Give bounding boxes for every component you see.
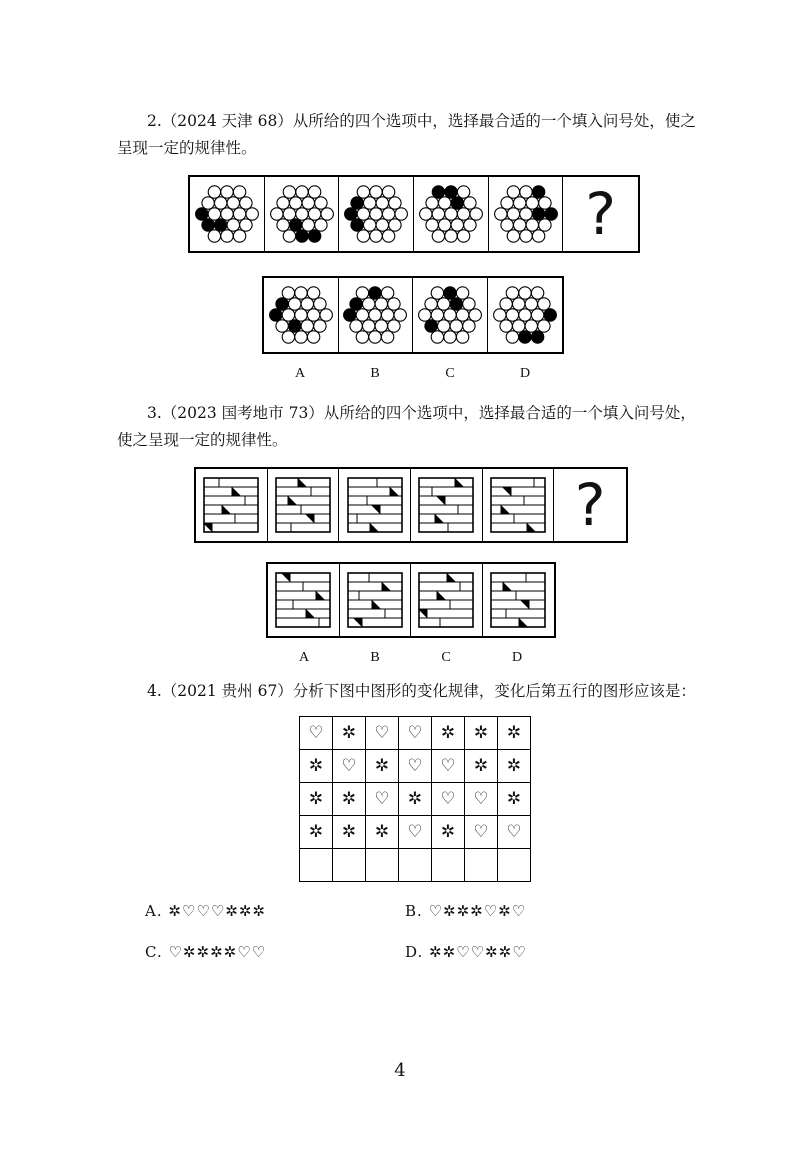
cluster-circle: [388, 298, 400, 310]
cluster-circle: [351, 219, 363, 231]
sun-icon: ✲: [498, 783, 531, 816]
cluster-circle: [295, 287, 307, 299]
cluster-circle: [208, 230, 220, 242]
cluster-circle: [344, 309, 356, 321]
cluster-circle: [276, 298, 288, 310]
cluster-circle: [375, 298, 387, 310]
sun-icon: ✲: [465, 750, 498, 783]
grid-row: [300, 717, 531, 750]
cluster-circle: [507, 208, 519, 220]
cluster-circle: [321, 208, 333, 220]
q2-options-strip: [262, 276, 564, 354]
cluster-circle: [532, 208, 544, 220]
heart-icon: ♡: [399, 816, 432, 849]
cluster-circle: [370, 208, 382, 220]
cluster-circle: [506, 287, 518, 299]
cluster-circle: [202, 197, 214, 209]
cluster-circle: [350, 298, 362, 310]
sun-icon: ✲: [498, 750, 531, 783]
grid-empty-cell: [399, 849, 432, 882]
cluster-circle: [356, 287, 368, 299]
cluster-circle: [431, 331, 443, 343]
q3-question-cell: [554, 469, 626, 541]
cluster-circle: [370, 230, 382, 242]
q3-line2: 使之呈现一定的规律性。: [117, 431, 288, 449]
page-number: 4: [394, 1060, 406, 1081]
cluster-circle: [313, 320, 325, 332]
sun-icon: ✲: [333, 717, 366, 750]
cluster-circle: [388, 320, 400, 332]
cluster-circle: [276, 320, 288, 332]
q3-label-b: B: [370, 650, 380, 665]
cluster-circle: [221, 208, 233, 220]
cluster-circle: [302, 197, 314, 209]
cluster-circle: [519, 309, 531, 321]
cluster-circle: [308, 208, 320, 220]
grid-row: [300, 750, 531, 783]
sun-icon: ✲: [432, 816, 465, 849]
cluster-circle: [389, 219, 401, 231]
cluster-circle: [363, 298, 375, 310]
cluster-circle: [301, 298, 313, 310]
q3-option-cell[interactable]: [483, 564, 555, 636]
q4-option-b[interactable]: B. ♡✲✲✲♡✲♡: [405, 902, 527, 920]
cluster-circle: [519, 208, 531, 220]
heart-icon: ♡: [300, 717, 333, 750]
cluster-circle: [531, 331, 543, 343]
q3-options-strip: [266, 562, 556, 638]
sun-icon: ✲: [333, 783, 366, 816]
cluster-circle: [233, 230, 245, 242]
cluster-circle: [270, 208, 282, 220]
cluster-circle: [369, 309, 381, 321]
q2-label-a: A: [294, 366, 306, 381]
grid-row: [300, 816, 531, 849]
q2-option-cell[interactable]: [339, 278, 414, 352]
cluster-circle: [208, 208, 220, 220]
cluster-circle: [456, 309, 468, 321]
cluster-circle: [512, 298, 524, 310]
cluster-circle: [544, 309, 556, 321]
cluster-circle: [295, 208, 307, 220]
q2-figure-cell: [339, 177, 414, 251]
cluster-circle: [507, 186, 519, 198]
cluster-circle: [283, 230, 295, 242]
cluster-circle: [364, 219, 376, 231]
q3-text: [117, 400, 717, 454]
cluster-circle: [457, 208, 469, 220]
grid-empty-cell: [300, 849, 333, 882]
cluster-circle: [506, 331, 518, 343]
heart-icon: ♡: [333, 750, 366, 783]
cluster-circle: [444, 287, 456, 299]
q3-option-cell[interactable]: [340, 564, 412, 636]
cluster-circle: [357, 208, 369, 220]
sun-icon: ✲: [300, 783, 333, 816]
cluster-circle: [432, 230, 444, 242]
cluster-circle: [437, 298, 449, 310]
q2-figure-cell: [190, 177, 265, 251]
q2-question-strip: [188, 175, 640, 253]
cluster-circle: [438, 197, 450, 209]
cluster-circle: [537, 298, 549, 310]
cluster-circle: [531, 309, 543, 321]
cluster-circle: [276, 197, 288, 209]
cluster-circle: [246, 208, 258, 220]
q3-figure-cell: [339, 469, 411, 541]
grid-empty-cell: [366, 849, 399, 882]
cluster-circle: [370, 186, 382, 198]
cluster-circle: [526, 219, 538, 231]
cluster-circle: [531, 287, 543, 299]
cluster-circle: [282, 309, 294, 321]
cluster-circle: [432, 208, 444, 220]
cluster-circle: [307, 331, 319, 343]
grid-row: [300, 849, 531, 882]
cluster-circle: [438, 219, 450, 231]
cluster-circle: [320, 309, 332, 321]
cluster-circle: [462, 298, 474, 310]
cluster-circle: [451, 219, 463, 231]
grid-row: [300, 783, 531, 816]
cluster-circle: [538, 197, 550, 209]
heart-icon: ♡: [366, 783, 399, 816]
question-mark: ?: [585, 180, 617, 248]
cluster-circle: [464, 197, 476, 209]
cluster-circle: [269, 309, 281, 321]
cluster-circle: [456, 287, 468, 299]
cluster-circle: [445, 230, 457, 242]
cluster-circle: [376, 219, 388, 231]
cluster-circle: [240, 219, 252, 231]
cluster-circle: [432, 186, 444, 198]
cluster-circle: [445, 186, 457, 198]
cluster-circle: [356, 309, 368, 321]
cluster-circle: [450, 320, 462, 332]
q2-label-b: B: [370, 366, 380, 381]
cluster-circle: [195, 208, 207, 220]
cluster-circle: [431, 309, 443, 321]
cluster-circle: [519, 186, 531, 198]
cluster-circle: [301, 320, 313, 332]
cluster-circle: [233, 186, 245, 198]
cluster-circle: [363, 320, 375, 332]
cluster-circle: [426, 219, 438, 231]
cluster-circle: [233, 208, 245, 220]
cluster-circle: [462, 320, 474, 332]
cluster-circle: [450, 298, 462, 310]
heart-icon: ♡: [399, 717, 432, 750]
cluster-circle: [382, 287, 394, 299]
q3-figure-cell: [268, 469, 340, 541]
cluster-circle: [214, 197, 226, 209]
sun-icon: ✲: [366, 750, 399, 783]
grid-empty-cell: [465, 849, 498, 882]
heart-icon: ♡: [432, 750, 465, 783]
q3-label-a: A: [298, 650, 310, 665]
cluster-circle: [308, 186, 320, 198]
cluster-circle: [418, 309, 430, 321]
cluster-circle: [382, 309, 394, 321]
heart-icon: ♡: [465, 783, 498, 816]
cluster-circle: [375, 320, 387, 332]
q4-symbol-grid: [299, 716, 531, 882]
cluster-circle: [506, 309, 518, 321]
cluster-circle: [295, 186, 307, 198]
q2-line2: 呈现一定的规律性。: [117, 139, 257, 157]
q3-option-cell[interactable]: [411, 564, 483, 636]
cluster-circle: [507, 230, 519, 242]
q3-figure-cell: [483, 469, 555, 541]
q2-question-cell: [563, 177, 638, 251]
heart-icon: ♡: [498, 816, 531, 849]
sun-icon: ✲: [300, 816, 333, 849]
q2-figure-cell: [489, 177, 564, 251]
cluster-circle: [470, 208, 482, 220]
heart-icon: ♡: [432, 783, 465, 816]
q3-option-cell[interactable]: [268, 564, 340, 636]
cluster-circle: [512, 320, 524, 332]
q2-option-cell[interactable]: [413, 278, 488, 352]
cluster-circle: [282, 331, 294, 343]
grid-empty-cell: [333, 849, 366, 882]
cluster-circle: [519, 331, 531, 343]
cluster-circle: [283, 208, 295, 220]
cluster-circle: [307, 287, 319, 299]
cluster-circle: [444, 309, 456, 321]
cluster-circle: [283, 186, 295, 198]
heart-icon: ♡: [366, 717, 399, 750]
cluster-circle: [437, 320, 449, 332]
cluster-circle: [369, 287, 381, 299]
cluster-circle: [451, 197, 463, 209]
cluster-circle: [314, 197, 326, 209]
cluster-circle: [532, 230, 544, 242]
cluster-circle: [289, 197, 301, 209]
cluster-circle: [425, 320, 437, 332]
cluster-circle: [493, 309, 505, 321]
q3-figure-cell: [196, 469, 268, 541]
cluster-circle: [494, 208, 506, 220]
cluster-circle: [532, 186, 544, 198]
cluster-circle: [383, 186, 395, 198]
cluster-circle: [456, 331, 468, 343]
cluster-circle: [240, 197, 252, 209]
cluster-circle: [289, 219, 301, 231]
cluster-circle: [525, 320, 537, 332]
sun-icon: ✲: [399, 783, 432, 816]
cluster-circle: [307, 309, 319, 321]
cluster-circle: [426, 197, 438, 209]
cluster-circle: [457, 230, 469, 242]
cluster-circle: [282, 287, 294, 299]
q4-line1: 4.（2021 贵州 67）分析下图中图形的变化规律，变化后第五行的图形应该是：: [147, 682, 696, 700]
q2-label-d: D: [519, 366, 531, 381]
sun-icon: ✲: [465, 717, 498, 750]
sun-icon: ✲: [300, 750, 333, 783]
cluster-circle: [276, 219, 288, 231]
cluster-circle: [513, 219, 525, 231]
cluster-circle: [288, 298, 300, 310]
cluster-circle: [500, 320, 512, 332]
q3-label-d: D: [511, 650, 523, 665]
cluster-circle: [302, 219, 314, 231]
cluster-circle: [431, 287, 443, 299]
grid-empty-cell: [432, 849, 465, 882]
q3-question-strip: [194, 467, 628, 543]
cluster-circle: [314, 219, 326, 231]
cluster-circle: [525, 298, 537, 310]
cluster-circle: [457, 186, 469, 198]
cluster-circle: [500, 219, 512, 231]
cluster-circle: [445, 208, 457, 220]
cluster-circle: [295, 230, 307, 242]
q3-figure-cell: [411, 469, 483, 541]
cluster-circle: [295, 331, 307, 343]
cluster-circle: [350, 320, 362, 332]
cluster-circle: [538, 219, 550, 231]
q4-text: [117, 678, 717, 705]
cluster-circle: [351, 197, 363, 209]
question-mark: ?: [574, 471, 606, 539]
cluster-circle: [214, 219, 226, 231]
cluster-circle: [313, 298, 325, 310]
cluster-circle: [376, 197, 388, 209]
sun-icon: ✲: [333, 816, 366, 849]
cluster-circle: [464, 219, 476, 231]
cluster-circle: [519, 287, 531, 299]
cluster-circle: [345, 208, 357, 220]
cluster-circle: [526, 197, 538, 209]
q4-option-a[interactable]: A. ✲♡♡♡✲✲✲: [145, 902, 266, 920]
q3-label-c: C: [441, 650, 451, 665]
q4-option-c[interactable]: C. ♡✲✲✲✲♡♡: [145, 943, 267, 961]
cluster-circle: [382, 331, 394, 343]
sun-icon: ✲: [432, 717, 465, 750]
heart-icon: ♡: [399, 750, 432, 783]
q4-option-d[interactable]: D. ✲✲♡♡✲✲♡: [405, 943, 527, 961]
cluster-circle: [356, 331, 368, 343]
cluster-circle: [308, 230, 320, 242]
cluster-circle: [288, 320, 300, 332]
heart-icon: ♡: [465, 816, 498, 849]
cluster-circle: [500, 298, 512, 310]
cluster-circle: [364, 197, 376, 209]
cluster-circle: [395, 208, 407, 220]
sun-icon: ✲: [366, 816, 399, 849]
cluster-circle: [357, 186, 369, 198]
cluster-circle: [537, 320, 549, 332]
cluster-circle: [221, 230, 233, 242]
cluster-circle: [208, 186, 220, 198]
q2-line1: 2.（2024 天津 68）从所给的四个选项中，选择最合适的一个填入问号处，使之: [147, 112, 696, 130]
q2-figure-cell: [414, 177, 489, 251]
cluster-circle: [221, 186, 233, 198]
q3-line1: 3.（2023 国考地市 73）从所给的四个选项中，选择最合适的一个填入问号处，: [147, 404, 696, 422]
grid-empty-cell: [498, 849, 531, 882]
q2-option-cell[interactable]: [488, 278, 563, 352]
cluster-circle: [202, 219, 214, 231]
q2-text: [117, 108, 717, 162]
cluster-circle: [513, 197, 525, 209]
cluster-circle: [419, 208, 431, 220]
cluster-circle: [295, 309, 307, 321]
cluster-circle: [357, 230, 369, 242]
cluster-circle: [389, 197, 401, 209]
q2-label-c: C: [445, 366, 455, 381]
cluster-circle: [227, 197, 239, 209]
cluster-circle: [425, 298, 437, 310]
cluster-circle: [369, 331, 381, 343]
cluster-circle: [383, 208, 395, 220]
q2-option-cell[interactable]: [264, 278, 339, 352]
cluster-circle: [394, 309, 406, 321]
cluster-circle: [469, 309, 481, 321]
q2-figure-cell: [265, 177, 340, 251]
cluster-circle: [444, 331, 456, 343]
cluster-circle: [545, 208, 557, 220]
cluster-circle: [227, 219, 239, 231]
sun-icon: ✲: [498, 717, 531, 750]
cluster-circle: [519, 230, 531, 242]
cluster-circle: [383, 230, 395, 242]
cluster-circle: [500, 197, 512, 209]
